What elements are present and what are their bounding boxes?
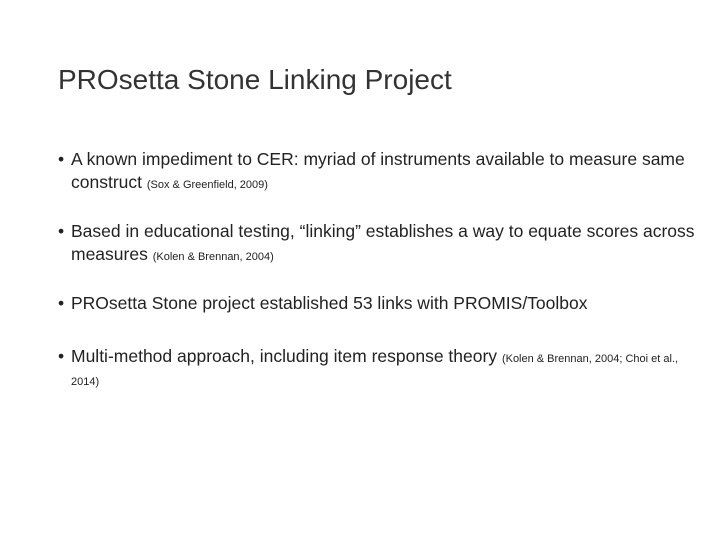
bullet-marker: • <box>58 293 65 313</box>
bullet-text: Multi-method approach, including item response theory <box>71 346 498 366</box>
bullet-marker: • <box>58 149 65 169</box>
bullet-item <box>58 292 698 315</box>
bullet-citation: (Kolen & Brennan, 2004; Choi et al., 2014) <box>71 353 679 388</box>
slide-title: PROsetta Stone Linking Project <box>58 64 452 95</box>
bullet-list <box>58 148 698 391</box>
bullet-citation: (Sox & Greenfield, 2009) <box>146 179 268 191</box>
bullet-item <box>58 148 698 194</box>
bullet-item <box>58 345 698 391</box>
bullet-marker: • <box>58 346 65 366</box>
bullet-text: PROsetta Stone project established 53 links with PROMIS/Toolbox <box>71 293 588 313</box>
bullet-citation: (Kolen & Brennan, 2004) <box>152 251 274 263</box>
bullet-text: A known impediment to CER: myriad of instruments available to measure same construct <box>71 149 685 192</box>
bullet-item <box>58 220 698 266</box>
bullet-text: Based in educational testing, “linking” establishes a way to equate scores across measures <box>71 221 695 264</box>
bullet-marker: • <box>58 221 65 241</box>
